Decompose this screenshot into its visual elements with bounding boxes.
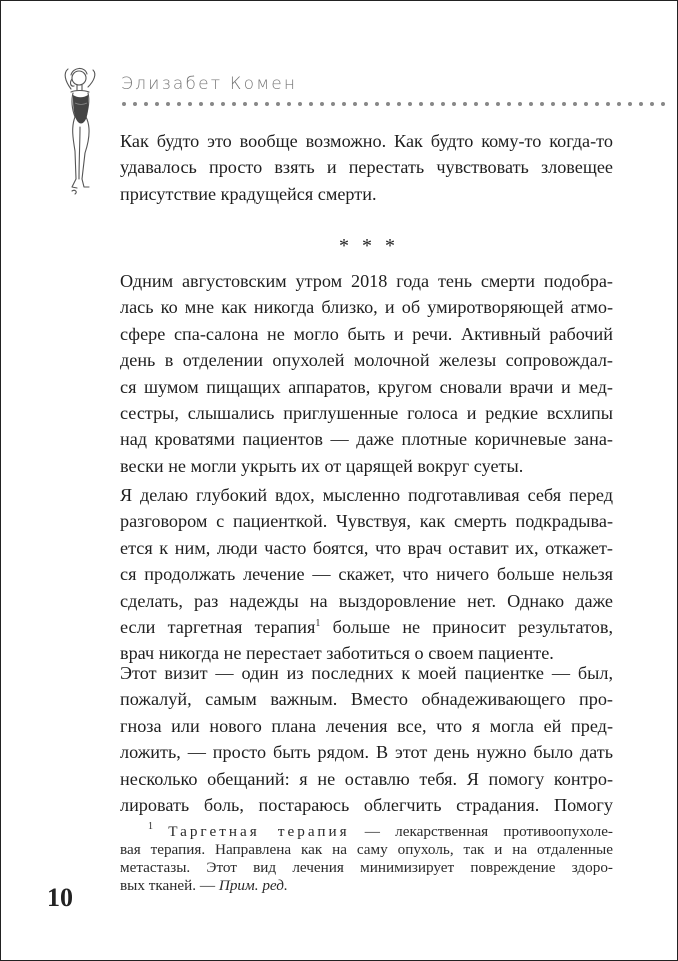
header-dotted-rule — [121, 101, 669, 107]
paragraph-1 — [120, 268, 613, 479]
text-line: пожалуй, самым важным. Вместо обнадеживающего про- — [120, 689, 613, 710]
intro-paragraph — [120, 128, 613, 207]
text-line: ется к ним, люди часто боятся, что врач оставит их, откажет- — [120, 537, 613, 558]
text-line: Как будто это вообще возможно. Как будто кому-то когда-то — [120, 131, 613, 151]
text-line: несколько обещаний: я не оставлю тебя. Я помогу контро- — [120, 768, 613, 789]
editor-note: Прим. ред. — [218, 877, 288, 894]
text-line: вески не могли укрыть их от царящей вокруг суеты. — [120, 455, 524, 476]
text-line: ся продолжать лечение — скажет, что ничего больше нельзя — [120, 564, 613, 585]
text-line: лась ко мне как никогда близко, и об умиротворяющей атмо- — [120, 297, 613, 318]
text-line: ся шумом пищащих аппаратов, кругом сновали врачи и мед- — [120, 376, 613, 397]
text-line: гноза или нового плана лечения все, что я могла ей пред- — [120, 715, 613, 736]
footnote-text: — лекарственная противоопухоле- — [349, 823, 613, 840]
text-line: ложить, — просто быть рядом. В этот день нужно было дать — [120, 742, 613, 763]
text-line: сестры, слышались приглушенные голоса и редкие всхлипы — [120, 403, 613, 424]
line-text: если таргетная терапия — [120, 617, 316, 638]
footnote-text: вых тканей. — — [120, 877, 219, 894]
text-line: сфере спа-салона не могло быть и речи. Активный рабочий — [120, 323, 613, 344]
footnote-line — [120, 823, 613, 841]
footnote-line: вая терапия. Направлена как на саму опухоль, так и на отдаленные — [120, 841, 613, 858]
pinup-figure-illustration — [51, 61, 111, 203]
page-number: 10 — [47, 883, 73, 912]
text-line: Этот визит — один из последних к моей пациентке — был, — [120, 663, 613, 683]
paragraph-3 — [120, 660, 613, 818]
footnote-line — [120, 877, 613, 895]
paragraph-2 — [120, 482, 613, 667]
text-line: сделать, раз надежды на выздоровление нет. Однако даже — [120, 590, 613, 611]
footnote-number: 1 — [148, 821, 153, 832]
text-line: врач никогда не перестает заботиться о своем пациенте. — [120, 643, 554, 664]
footnote — [120, 823, 613, 895]
text-line-with-footnote — [120, 614, 613, 640]
running-header-author: Элизабет Комен — [121, 74, 298, 94]
text-line: Одним августовским утром 2018 года тень смерти подобра- — [120, 271, 613, 291]
line-text: больше не приносит результатов, — [320, 617, 614, 638]
text-line: удавалось просто взять и перестать чувствовать зловещее — [120, 157, 613, 178]
section-separator: * * * — [339, 235, 399, 257]
footnote-term: Таргетная терапия — [168, 823, 350, 840]
text-line: присутствие крадущейся смерти. — [120, 183, 377, 204]
footnote-reference[interactable]: 1 — [315, 618, 321, 630]
text-line: лировать боль, постараюсь облегчить страдания. Помогу — [120, 795, 613, 816]
text-line: Я делаю глубокий вдох, мысленно подготавливая себя перед — [120, 485, 613, 505]
text-line: разговором с пациенткой. Чувствуя, как смерть подкрадыва- — [120, 511, 613, 532]
text-line: над кроватями пациентов — даже плотные коричневые зана- — [120, 429, 613, 450]
footnote-line: метастазы. Этот вид лечения минимизирует повреждение здоро- — [120, 859, 613, 876]
text-line: день в отделении опухолей молочной железы сопровождал- — [120, 350, 613, 371]
